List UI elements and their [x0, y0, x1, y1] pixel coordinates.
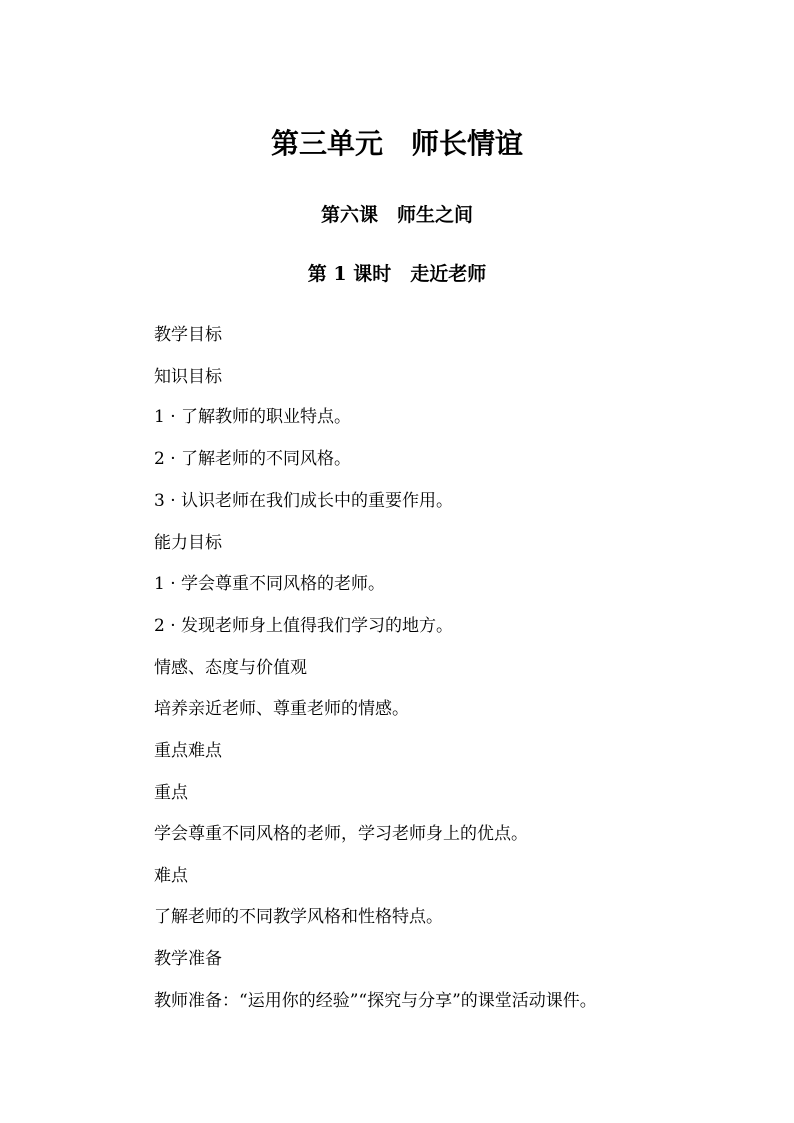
ability-goal-2: 2 · 发现老师身上值得我们学习的地方。 — [154, 616, 454, 636]
section-heading-key-difficult-points: 重点难点 — [154, 741, 222, 761]
knowledge-goal-1: 1 · 了解教师的职业特点。 — [154, 407, 352, 427]
unit-title: 第三单元 师长情谊 — [270, 127, 523, 160]
teacher-preparation-text: 教师准备：“运用你的经验”“探究与分享”的课堂活动课件。 — [154, 991, 597, 1011]
lesson-title: 第六课 师生之间 — [320, 204, 473, 226]
section-heading-preparation: 教学准备 — [154, 949, 222, 969]
subheading-knowledge-goals: 知识目标 — [154, 367, 222, 387]
key-point-text: 学会尊重不同风格的老师，学习老师身上的优点。 — [154, 824, 528, 844]
subheading-key-point: 重点 — [154, 783, 188, 803]
attitude-values-text: 培养亲近老师、尊重老师的情感。 — [154, 699, 409, 719]
ability-goal-1: 1 · 学会尊重不同风格的老师。 — [154, 574, 386, 594]
subheading-ability-goals: 能力目标 — [154, 533, 222, 553]
knowledge-goal-2: 2 · 了解老师的不同风格。 — [154, 449, 352, 469]
subheading-difficult-point: 难点 — [154, 866, 188, 886]
subheading-attitude-values: 情感、态度与价值观 — [154, 658, 307, 678]
difficult-point-text: 了解老师的不同教学风格和性格特点。 — [154, 907, 443, 927]
period-title: 第 1 课时 走近老师 — [307, 263, 487, 285]
knowledge-goal-3: 3 · 认识老师在我们成长中的重要作用。 — [154, 491, 454, 511]
section-heading-teaching-goals: 教学目标 — [154, 325, 222, 345]
